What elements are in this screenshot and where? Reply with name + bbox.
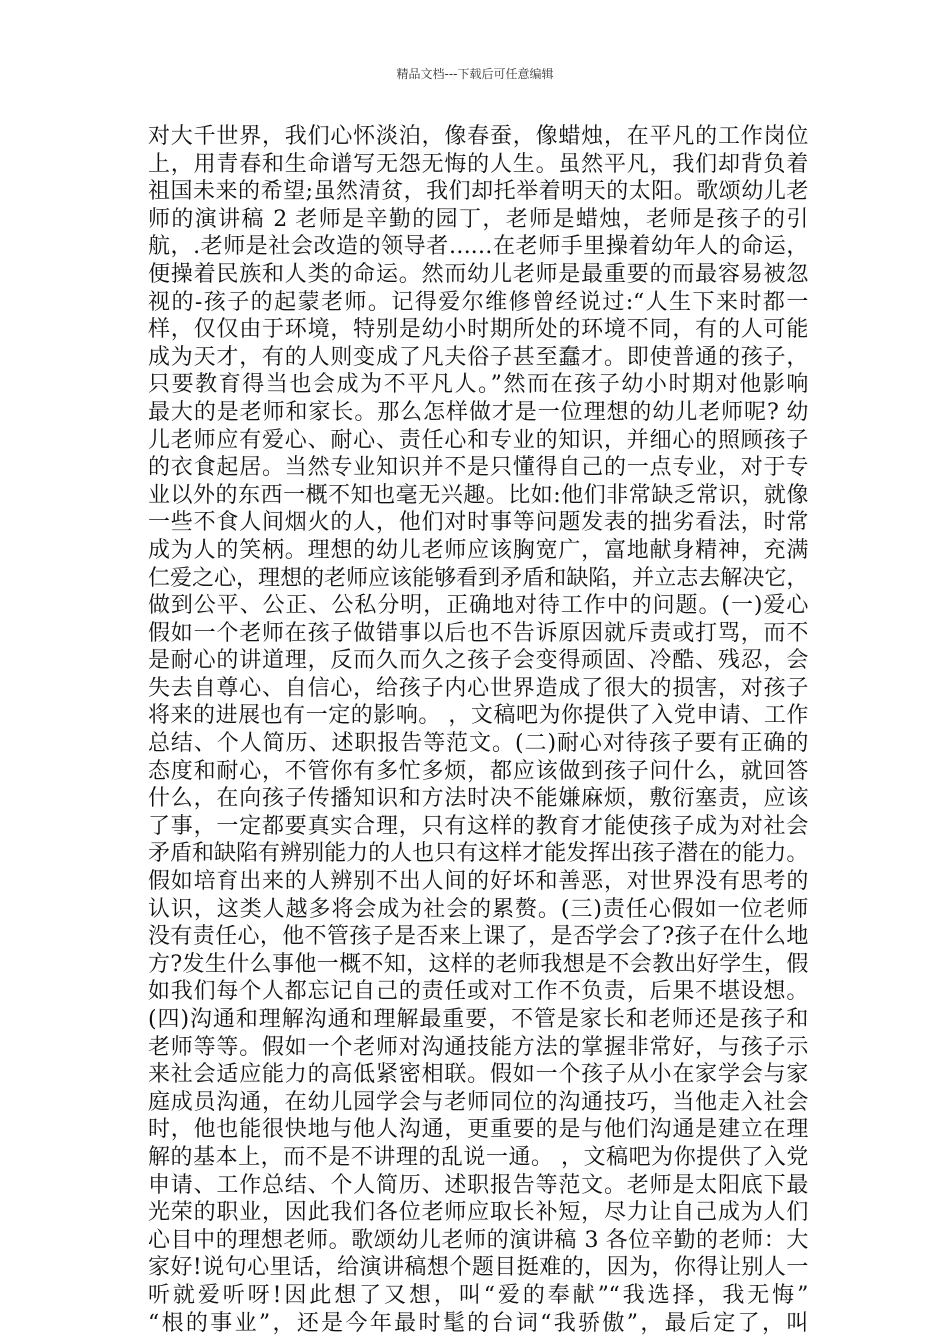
text-line: 认识，这类人越多将会成为社会的累赘。(三)责任心假如一位老师 (148, 896, 808, 922)
text-line: (四)沟通和理解沟通和理解最重要，不管是家长和老师还是孩子和 (148, 1007, 808, 1032)
text-line: 光荣的职业，因此我们各位老师应取长补短，尽力让自己成为人们 (148, 1200, 808, 1226)
text-line: 业以外的东西一概不知也毫无兴趣。比如:他们非常缺乏常识，就像 (148, 482, 808, 508)
text-line: 老师等等。假如一个老师对沟通技能方法的掌握非常好，与孩子示 (148, 1034, 808, 1060)
text-line: 只要教育得当也会成为不平凡人。”然而在孩子幼小时期对他影响 (148, 372, 808, 398)
text-line: 心目中的理想老师。歌颂幼儿老师的演讲稿 3 各位辛勤的老师：大 (148, 1227, 808, 1253)
text-line: 假如培育出来的人辨别不出人间的好坏和善恶，对世界没有思考的 (148, 869, 808, 895)
text-line: 听就爱听呀!因此想了又想，叫“爱的奉献”“我选择，我无悔” (148, 1282, 808, 1308)
text-line: 家好!说句心里话，给演讲稿想个题目挺难的，因为，你得让别人一 (148, 1255, 808, 1281)
text-line: 矛盾和缺陷有辨别能力的人也只有这样才能发挥出孩子潜在的能力。 (148, 841, 808, 867)
text-line: 仁爱之心，理想的老师应该能够看到矛盾和缺陷，并立志去解决它， (148, 565, 808, 591)
text-line: 航，.老师是社会改造的领导者……在老师手里操着幼年人的命运， (148, 234, 808, 260)
text-line: 失去自尊心、自信心，给孩子内心世界造成了很大的损害，对孩子 (148, 675, 808, 701)
text-line: 做到公平、公正、公私分明，正确地对待工作中的问题。(一)爱心 (148, 593, 808, 619)
text-line: 什么，在向孩子传播知识和方法时决不能嫌麻烦，敷衍塞责，应该 (148, 786, 808, 812)
text-line: 是耐心的讲道理，反而久而久之孩子会变得顽固、冷酷、残忍，会 (148, 648, 808, 674)
text-line: 方?发生什么事他一概不知，这样的老师我想是不会教出好学生，假 (148, 951, 808, 977)
text-line: 成为天才，有的人则变成了凡夫俗子甚至蠢才。即使普通的孩子， (148, 344, 808, 370)
text-line: “根的事业”，还是今年最时髦的台词“我骄傲”，最后定了，叫 (148, 1310, 808, 1336)
text-line: 对大千世界，我们心怀淡泊，像春蚕，像蜡烛，在平凡的工作岗位 (148, 124, 808, 149)
text-line: 如我们每个人都忘记自己的责任或对工作不负责，后果不堪设想。 (148, 979, 808, 1005)
text-line: 一些不食人间烟火的人，他们对时事等问题发表的拙劣看法，时常 (148, 510, 808, 536)
text-line: 庭成员沟通，在幼儿园学会与老师同位的沟通技巧，当他走入社会 (148, 1089, 808, 1115)
text-line: 了事，一定都要真实合理，只有这样的教育才能使孩子成为对社会 (148, 813, 808, 839)
text-line: 师的演讲稿 2 老师是辛勤的园丁，老师是蜡烛，老师是孩子的引 (148, 206, 808, 232)
text-line: 申请、工作总结、个人简历、述职报告等范文。老师是太阳底下最 (148, 1172, 808, 1198)
text-line: 解的基本上，而不是不讲理的乱说一通。 ，文稿吧为你提供了入党 (148, 1144, 808, 1170)
text-line: 的衣食起居。当然专业知识并不是只懂得自己的一点专业，对于专 (148, 455, 808, 481)
text-line: 最大的是老师和家长。那么怎样做才是一位理想的幼儿老师呢? 幼 (148, 399, 808, 425)
text-line: 将来的进展也有一定的影响。 ，文稿吧为你提供了入党申请、工作 (148, 703, 808, 729)
text-line: 儿老师应有爱心、耐心、责任心和专业的知识，并细心的照顾孩子 (148, 427, 808, 453)
text-line: 便操着民族和人类的命运。然而幼儿老师是最重要的而最容易被忽 (148, 261, 808, 287)
document-body (148, 123, 808, 1337)
text-line: 假如一个老师在孩子做错事以后也不告诉原因就斥责或打骂，而不 (148, 620, 808, 646)
text-line: 视的-孩子的起蒙老师。记得爱尔维修曾经说过:“人生下来时都一 (148, 289, 808, 315)
text-line: 上，用青春和生命谱写无怨无悔的人生。虽然平凡，我们却背负着 (148, 151, 808, 177)
page-header: 精品文档---下载后可任意编辑 (396, 67, 554, 81)
text-line: 总结、个人简历、述职报告等范文。(二)耐心对待孩子要有正确的 (148, 731, 808, 757)
text-line: 祖国未来的希望;虽然清贫，我们却托举着明天的太阳。歌颂幼儿老 (148, 179, 808, 205)
text-line: 态度和耐心，不管你有多忙多烦，都应该做到孩子问什么，就回答 (148, 758, 808, 784)
text-line: 样，仅仅由于环境，特别是幼小时期所处的环境不同，有的人可能 (148, 317, 808, 343)
text-line: 没有责任心，他不管孩子是否来上课了，是否学会了?孩子在什么地 (148, 924, 808, 950)
text-line: 成为人的笑柄。理想的幼儿老师应该胸宽广，富地献身精神，充满 (148, 537, 808, 563)
text-line: 时，他也能很快地与他人沟通，更重要的是与他们沟通是建立在理 (148, 1117, 808, 1143)
text-line: 来社会适应能力的高低紧密相联。假如一个孩子从小在家学会与家 (148, 1062, 808, 1088)
